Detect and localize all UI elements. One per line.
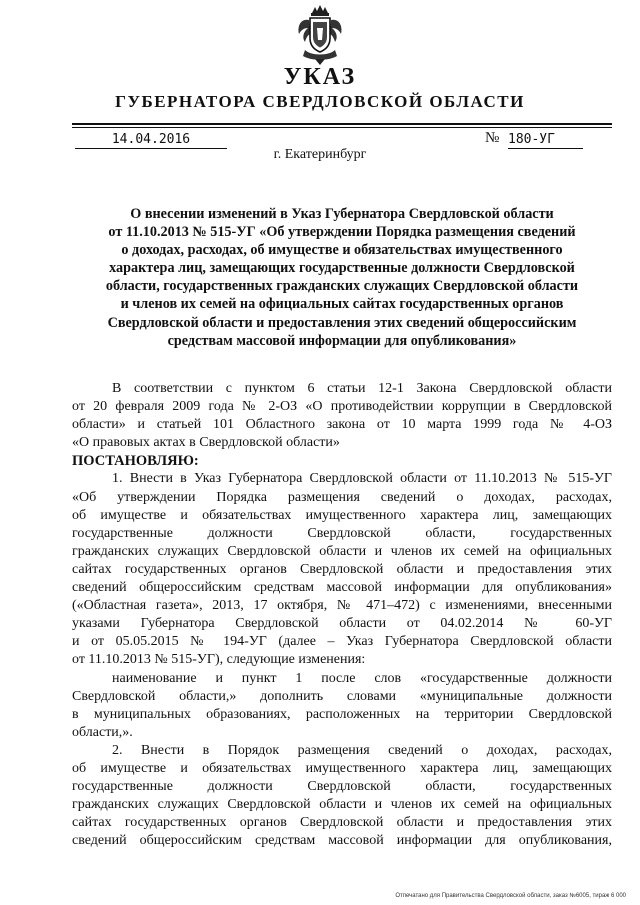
- decree-word: ПОСТАНОВЛЯЮ:: [72, 453, 199, 470]
- heading-line: Свердловской области и предоставления этих сведений общероссийским: [107, 314, 577, 331]
- heading-line: и членов их семей на официальных сайтах государственных органов: [120, 296, 564, 313]
- item2-line: 2. Внести в Порядок размещения сведений о доходах, расходах,: [112, 742, 612, 758]
- item2-line: об имуществе и обязательствах имущественного характера лиц, замещающих: [72, 760, 612, 776]
- print-footer: Отпечатано для Правительства Свердловской области, заказ №6005, тираж 6 000: [395, 893, 626, 899]
- item1-line: («Областная газета», 2013, 17 октября, № 471–472) с изменениями, внесенными: [72, 598, 612, 614]
- change-line: области,».: [72, 724, 133, 740]
- number-sign: №: [485, 130, 500, 146]
- header-rule-thin: [72, 127, 612, 128]
- document-type-title: УКАЗ: [283, 64, 357, 90]
- change-line: в муниципальных образованиях, расположенных на территории Свердловской: [72, 706, 612, 722]
- coat-of-arms-emblem: [295, 4, 345, 66]
- heading-line: О внесении изменений в Указ Губернатора Свердловской области: [130, 206, 554, 222]
- heading-line: от 11.10.2013 № 515-УГ «Об утверждении Порядка размещения сведений: [108, 224, 576, 241]
- item2-line: сайтах государственных органов Свердловской области и предоставления этих: [72, 815, 612, 831]
- heading-line: характера лиц, замещающих государственные должности Свердловской: [109, 260, 575, 277]
- item2-line: сведений общероссийским средствам массовой информации для опубликования,: [72, 833, 612, 849]
- decree-heading: [72, 205, 612, 350]
- preamble-line: «О правовых актах в Свердловской области»: [72, 435, 340, 451]
- heading-line: о доходах, расходах, об имуществе и обязательствах имущественного: [121, 242, 563, 259]
- item1-line: указами Губернатора Свердловской области от 04.02.2014 № 60-УГ: [72, 616, 612, 632]
- item2-line: государственные должности Свердловской области, государственных: [72, 779, 612, 795]
- item1-line: «Об утверждении Порядка размещения сведений о доходах, расходах,: [72, 489, 612, 505]
- item2-line: гражданских служащих Свердловской области и членов их семей на официальных: [72, 797, 612, 813]
- decree-body: [72, 380, 612, 850]
- item1-line: и от 05.05.2015 № 194-УГ (далее – Указ Губернатора Свердловской области: [72, 634, 612, 650]
- change-line: наименование и пункт 1 после слов «государственные должности: [112, 670, 612, 686]
- item1-line: 1. Внести в Указ Губернатора Свердловской области от 11.10.2013 № 515-УГ: [112, 471, 612, 487]
- preamble-line: от 20 февраля 2009 года № 2-ОЗ «О противодействии коррупции в Свердловской: [72, 399, 612, 415]
- item1-line: сайтах государственных органов Свердловской области и предоставления этих: [72, 561, 612, 577]
- header-rule: [72, 123, 612, 125]
- item1-line: гражданских служащих Свердловской области и членов их семей на официальных: [72, 543, 612, 559]
- item1-line: сведений общероссийским средствам массовой информации для опубликования»: [72, 580, 612, 596]
- item1-line: государственные должности Свердловской области, государственных: [72, 525, 612, 541]
- heading-line: средствам массовой информации для опубликования»: [167, 332, 517, 349]
- item1-line: об имуществе и обязательствах имущественного характера лиц, замещающих: [72, 507, 612, 523]
- preamble-line: В соответствии с пунктом 6 статьи 12-1 Закона Свердловской области: [112, 381, 612, 396]
- change-line: Свердловской области,» дополнить словами «муниципальные должности: [72, 688, 612, 704]
- issuer-title: ГУБЕРНАТОРА СВЕРДЛОВСКОЙ ОБЛАСТИ: [115, 92, 525, 111]
- decree-number: 180-УГ: [508, 132, 583, 149]
- heading-line: области, государственных гражданских служащих Свердловской области: [105, 278, 579, 295]
- preamble-line: области» и статьей 101 Областного закона от 10 марта 1999 года № 4-ОЗ: [72, 417, 612, 433]
- city-name: г. Екатеринбург: [273, 147, 367, 162]
- item1-line: от 11.10.2013 № 515-УГ), следующие изменения:: [72, 652, 366, 668]
- decree-date: 14.04.2016: [75, 132, 227, 149]
